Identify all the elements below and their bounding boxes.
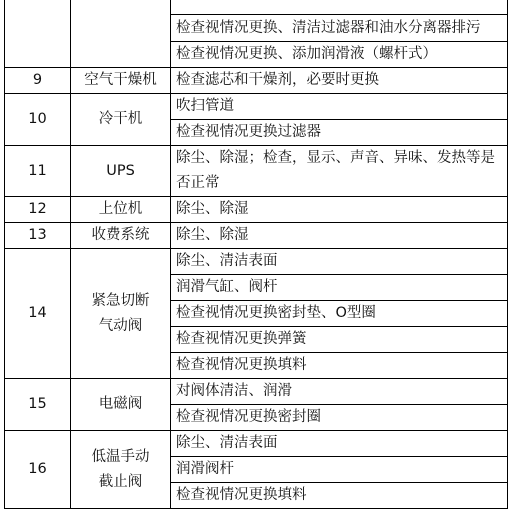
row-number: 12 bbox=[5, 197, 71, 223]
device-name: 紧急切断气动阀 bbox=[71, 249, 171, 379]
maintenance-item bbox=[171, 0, 508, 15]
device-name: 空气干燥机 bbox=[71, 68, 171, 94]
row-number: 10 bbox=[5, 94, 71, 146]
row-number: 16 bbox=[5, 431, 71, 509]
table-row bbox=[5, 68, 508, 94]
maintenance-item: 除尘、清洁表面 bbox=[171, 249, 508, 275]
table-row bbox=[5, 249, 508, 275]
maintenance-item: 除尘、清洁表面 bbox=[171, 431, 508, 457]
maintenance-item: 吹扫管道 bbox=[171, 94, 508, 120]
maintenance-item: 检查视情况更换填料 bbox=[171, 483, 508, 509]
maintenance-table bbox=[4, 0, 508, 509]
maintenance-item: 除尘、除湿；检查，显示、声音、异味、发热等是否正常 bbox=[171, 146, 508, 197]
maintenance-item: 检查视情况更换弹簧 bbox=[171, 327, 508, 353]
table-row bbox=[5, 0, 508, 15]
device-name: UPS bbox=[71, 146, 171, 197]
maintenance-item: 检查视情况更换填料 bbox=[171, 353, 508, 379]
row-number: 14 bbox=[5, 249, 71, 379]
maintenance-item: 润滑气缸、阀杆 bbox=[171, 275, 508, 301]
maintenance-item: 除尘、除湿 bbox=[171, 223, 508, 249]
device-name: 冷干机 bbox=[71, 94, 171, 146]
maintenance-item: 检查视情况更换、添加润滑液（螺杆式） bbox=[171, 42, 508, 68]
row-number: 13 bbox=[5, 223, 71, 249]
table-row bbox=[5, 94, 508, 120]
maintenance-item: 对阀体清洁、润滑 bbox=[171, 379, 508, 405]
row-number: 11 bbox=[5, 146, 71, 197]
device-name: 电磁阀 bbox=[71, 379, 171, 431]
device-name: 收费系统 bbox=[71, 223, 171, 249]
maintenance-item: 检查视情况更换、清洁过滤器和油水分离器排污 bbox=[171, 15, 508, 42]
maintenance-item: 检查视情况更换密封垫、O型圈 bbox=[171, 301, 508, 327]
maintenance-item: 除尘、除湿 bbox=[171, 197, 508, 223]
device-name bbox=[71, 0, 171, 68]
maintenance-item: 润滑阀杆 bbox=[171, 457, 508, 483]
device-name: 低温手动截止阀 bbox=[71, 431, 171, 509]
device-name: 上位机 bbox=[71, 197, 171, 223]
table-row bbox=[5, 146, 508, 197]
table-row bbox=[5, 197, 508, 223]
maintenance-item: 检查视情况更换密封圈 bbox=[171, 405, 508, 431]
row-number: 9 bbox=[5, 68, 71, 94]
maintenance-item: 检查滤芯和干燥剂，必要时更换 bbox=[171, 68, 508, 94]
maintenance-item: 检查视情况更换过滤器 bbox=[171, 120, 508, 146]
row-number: 15 bbox=[5, 379, 71, 431]
table-row bbox=[5, 223, 508, 249]
table-row bbox=[5, 379, 508, 405]
table-row bbox=[5, 431, 508, 457]
row-number bbox=[5, 0, 71, 68]
